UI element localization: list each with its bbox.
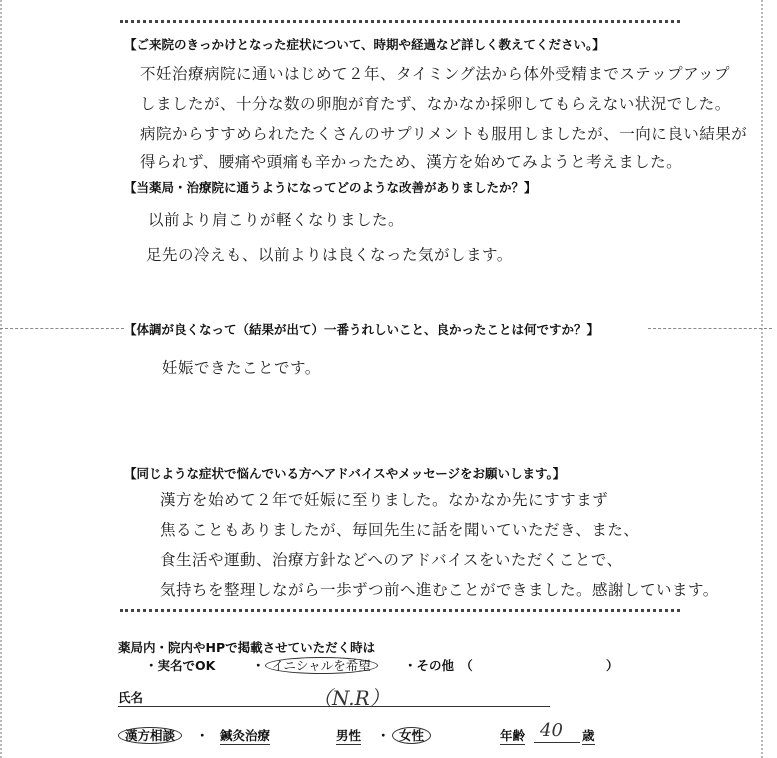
gender-female [392, 726, 431, 744]
treatment-kampo-circled: 漢方相談 [118, 727, 182, 744]
page-right-edge [753, 0, 763, 758]
consent-option-real-name: ・実名でOK [145, 658, 216, 673]
section-heading-happiest: 【体調が良くなって（結果が出て）一番うれしいこと、良かったことは何ですか？】 [124, 322, 600, 337]
answer-line: 焦ることもありましたが、毎回先生に話を聞いていただき、また、 [160, 521, 640, 539]
age-underline [534, 742, 580, 743]
age-value: 40 [540, 720, 563, 741]
consent-option-other-close: ） [606, 658, 619, 673]
answer-line: 足先の冷えも、以前よりは良くなった気がします。 [146, 246, 513, 264]
section-heading-improvements: 【当薬局・治療院に通うようになってどのような改善がありましたか？】 [124, 180, 537, 195]
gender-male: 男性 [336, 728, 362, 743]
section-heading-advice: 【同じような症状で悩んでいる方へアドバイスやメッセージをお願いします。】 [124, 466, 566, 481]
consent-option-initial-bullet: ・ [252, 658, 265, 673]
age-label: 年齢 [500, 728, 526, 743]
answer-line: 得られず、腰痛や頭痛も辛かったため、漢方を始めてみようと考えました。 [140, 153, 683, 171]
page-left-edge [0, 0, 10, 758]
section-heading-symptoms: 【ご来院のきっかけとなった症状について、時期や経過など詳しく教えてください。】 [124, 37, 605, 52]
treatment-kampo [118, 726, 182, 744]
gender-female-circled: 女性 [392, 727, 431, 744]
treatment-acupuncture: 鍼灸治療 [220, 728, 271, 743]
answer-line: 病院からすすめられたたくさんのサプリメントも服用しましたが、一向に良い結果が [140, 125, 748, 143]
treatment-separator: ・ [196, 728, 209, 743]
top-dotted-divider [120, 20, 680, 23]
answer-line: 漢方を始めて２年で妊娠に至りました。なかなか先にすすまず [160, 491, 609, 509]
name-value: （N.R） [312, 686, 390, 710]
answer-line: 食生活や運動、治療方針などへのアドバイスをいただくことで、 [160, 551, 623, 569]
consent-option-other: ・その他 （ [404, 658, 473, 673]
answer-line: しましたが、十分な数の卵胞が育たず、なかなか採卵してもらえない状況でした。 [140, 95, 731, 113]
gender-separator: ・ [377, 728, 390, 743]
bottom-dotted-divider [120, 609, 680, 612]
name-label: 氏名 [118, 690, 144, 705]
dashed-fold-line-left [0, 328, 124, 329]
answer-line: 以前より肩こりが軽くなりました。 [148, 211, 405, 229]
consent-option-initial-circled: イニシャルを希望 [265, 657, 378, 674]
dashed-fold-line-right [648, 328, 772, 329]
age-unit: 歳 [582, 728, 595, 743]
answer-line: 不妊治療病院に通いはじめて２年、タイミング法から体外受精までステップアップ [140, 65, 730, 83]
consent-title: 薬局内・院内やHPで掲載させていただく時は [118, 640, 376, 655]
answer-line: 妊娠できたことです。 [162, 359, 321, 377]
answer-line: 気持ちを整理しながら一歩ずつ前へ進むことができました。感謝しています。 [160, 581, 719, 599]
consent-option-initial [252, 656, 378, 674]
name-underline [118, 706, 550, 707]
